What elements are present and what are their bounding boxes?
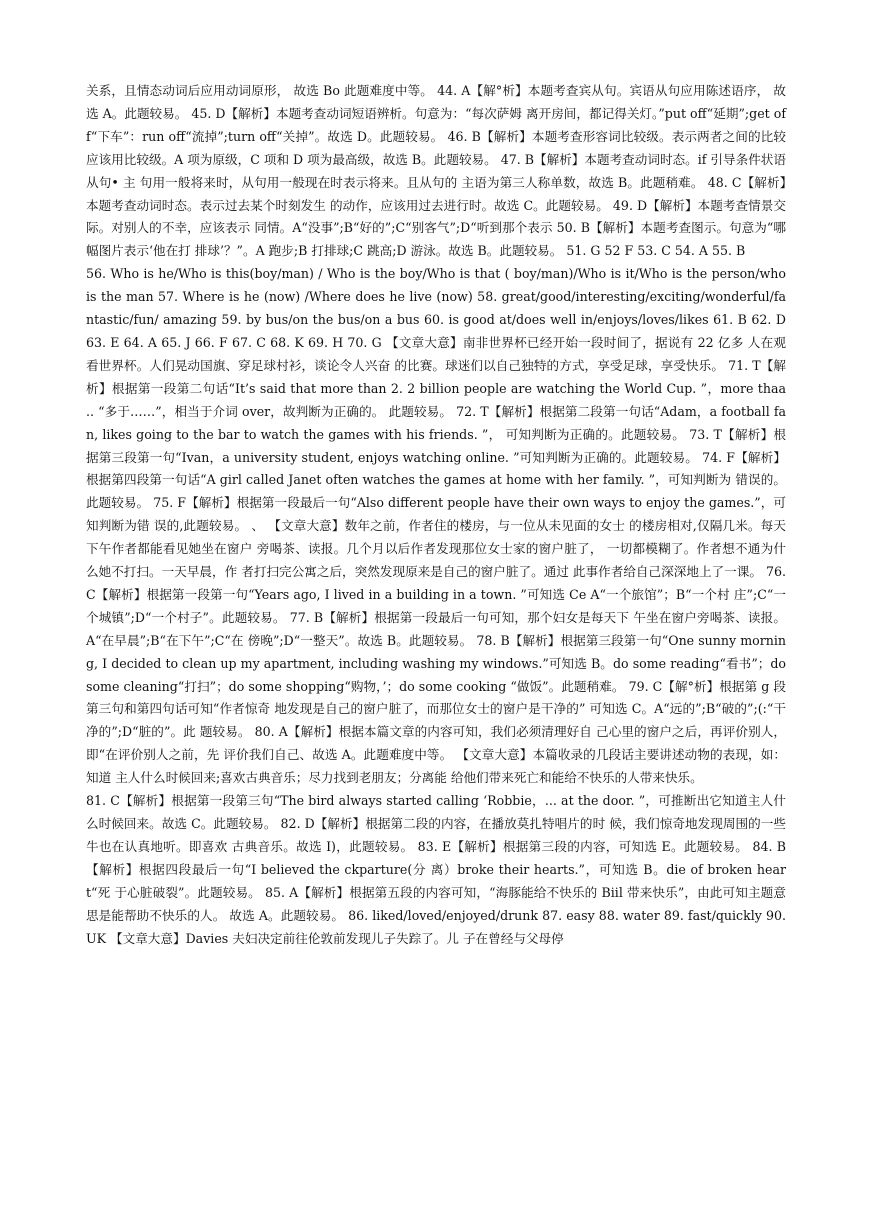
answer-paragraph-56-80: 56. Who is he/Who is this(boy/man) / Who is the boy/Who is that ( boy/man)/Who is it/Who is the person/who is the man 57. Where is he (now) /Where does he live (now) 58. great/good/interesting/exciting/wonderful/fantastic/fun/ amazing 59. by bus/on the bus/on a bus 60. is good at/does well in/enjoys/loves/likes 61. B 62. D 63. E 64. A 65. J 66. F 67. C 68. K 69. H 70. G 【文章大意】南非世界杯已经开始一段时间了，据说有 22 亿多 人在观看世界杯。人们晃动国旗、穿足球村衫，谈论令人兴奋 的比赛。球迷们以自己独特的方式，享受足球，享受快乐。 71. T【解析】根据第一段第二句话“It’s said that more than 2. 2 billion people are watching the World Cup. ”，more thaa .. “多于……”，相当于介词 over，故判断为正确的。 此题较易。 72. T【解析】根据第二段第一句话“Adam，a football fan, likes going to the bar to watch the games with his friends. ”， 可知判断为正确的。此题较易。 73. T【解析】根据第三段第一句“Ivan，a university student, enjoys watching online. ”可知判断为正确的。此题较易。 74. F【解析】根据第四段第一句话“A girl called Janet often watches the games at home with her family. ”，可知判断为 错误的。此题较易。 75. F【解析】根据第一段最后一句“Also different people have their own ways to enjoy the games.”，可知判断为错 误的,此题较易。 、 【文章大意】数年之前，作者住的楼房，与一位从未见面的女士 的楼房相对,仅隔几米。每天下午作者都能看见她坐在窗户 旁喝茶、读报。几个月以后作者发现那位女士家的窗户脏了， 一切都模糊了。作者想不通为什么她不打扫。一天早晨，作 者打扫完公寓之后，突然发现原来是自己的窗户脏了。通过 此事作者给自己深深地上了一课。 76. C【解析】根据第一段第一句“Years ago, I lived in a building in a town. ”可知选 Ce A“一个旅馆”；B“一个村 庄”;C“一个城镇”;D“一个村子”。此题较易。 77. B【解析】根据第一段最后一句可知，那个妇女是每天下 午坐在窗户旁喝茶、读报。A“在早晨”;B“在下午”;C“在 傍晚”;D“一整天”。故选 B。此题较易。 78. B【解析】根据第三段第一句“One sunny morning, I decided to clean up my apartment, including washing my windows.”可知选 B。do some reading“看书”；do some cleaning“打扫”；do some shopping“购物，’；do some cooking “做饭”。此题稍难。 79. C【解°析】根据第 g 段第三句和第四句话可知“作者惊奇 地发现是自己的窗户脏了，而那位女士的窗户是干净的” 可知选 C。A“远的”;B“破的”;(:“干净的”;D“脏的”。此 题较易。 80. A【解析】根据本篇文章的内容可知，我们必须清理好自 己心里的窗户之后，再评价别人，即“在评价别人之前，先 评价我们自己、故选 A。此题难度中等。 【文章大意】本篇收录的几段话主要讲述动物的表现，如：知道 主人什么时候回来;喜欢古典音乐；尽力找到老朋友；分离能 给他们带来死亡和能给不快乐的人带来快乐。 (86, 266, 786, 786)
answer-paragraph-44-55: 关系，且情态动词后应用动词原形， 故选 Bo 此题难度中等。 44. A【解°析】本题考查宾从句。宾语从句应用陈述语序， 故选 A。此题较易。 45. D【解析】本题考查动词短语辨析。句意为：“每次萨姆 离开房间，都记得关灯。”put off“延期”;get off“下车”：run off“流掉”;turn off“关掉”。故选 D。此题较易。 46. B【解析】本题考查形容词比较级。表示两者之间的比较 应该用比较级。A 项为原级，C 项和 D 项为最高级，故选 B。此题较易。 47. B【解析】本题考查动词时态。if 引导条件状语从句• 主 句用一般将来时，从句用一般现在时表示将来。且从句的 主语为第三人称单数，故选 B。此题稍难。 48. C【解析】本题考查动词时态。表示过去某个时刻发生 的动作，应该用过去进行时。故选 C。此题较易。 49. D【解析】本题考查情景交际。对别人的不幸，应该表示 同情。A“没事”;B“好的”;C“别客气”;D“听到那个表示 50. B【解析】本题考查图示。句意为“哪幅图片表示‘他在打 排球’？”。A 跑步;B 打排球;C 跳高;D 游泳。故选 B。此题较易。 51. G 52 F 53. C 54. A 55. B (86, 83, 786, 259)
answer-key-text (86, 80, 786, 950)
answer-paragraph-81-90: 81. C【解析】根据第一段第三句“The bird always started calling ‘Robbie，... at the door. ”，可推断出它知道主人什 么时候回来。故选 C。此题较易。 82. D【解析】根据第二段的内容，在播放莫扎特唱片的时 候，我们惊奇地发现周围的一些牛也在认真地听。即喜欢 古典音乐。故选 I)，此题较易。 83. E【解析】根据第三段的内容，可知选 E。此题较易。 84. B【解析】根据四段最后一句“I believed the ckparture(分 离）broke their hearts.”，可知选 B。die of broken heart“死 于心脏破裂”。此题较易。 85. A【解析】根据第五段的内容可知，“海豚能给不快乐的 Biil 带来快乐”，由此可知主题意思是能帮助不快乐的人。 故选 A。此题较易。 86. liked/loved/enjoyed/drunk 87. easy 88. water 89. fast/quickly 90. UK 【文章大意】Davies 夫妇决定前往伦敦前发现儿子失踪了。儿 子在曾经与父母停 (86, 793, 786, 946)
